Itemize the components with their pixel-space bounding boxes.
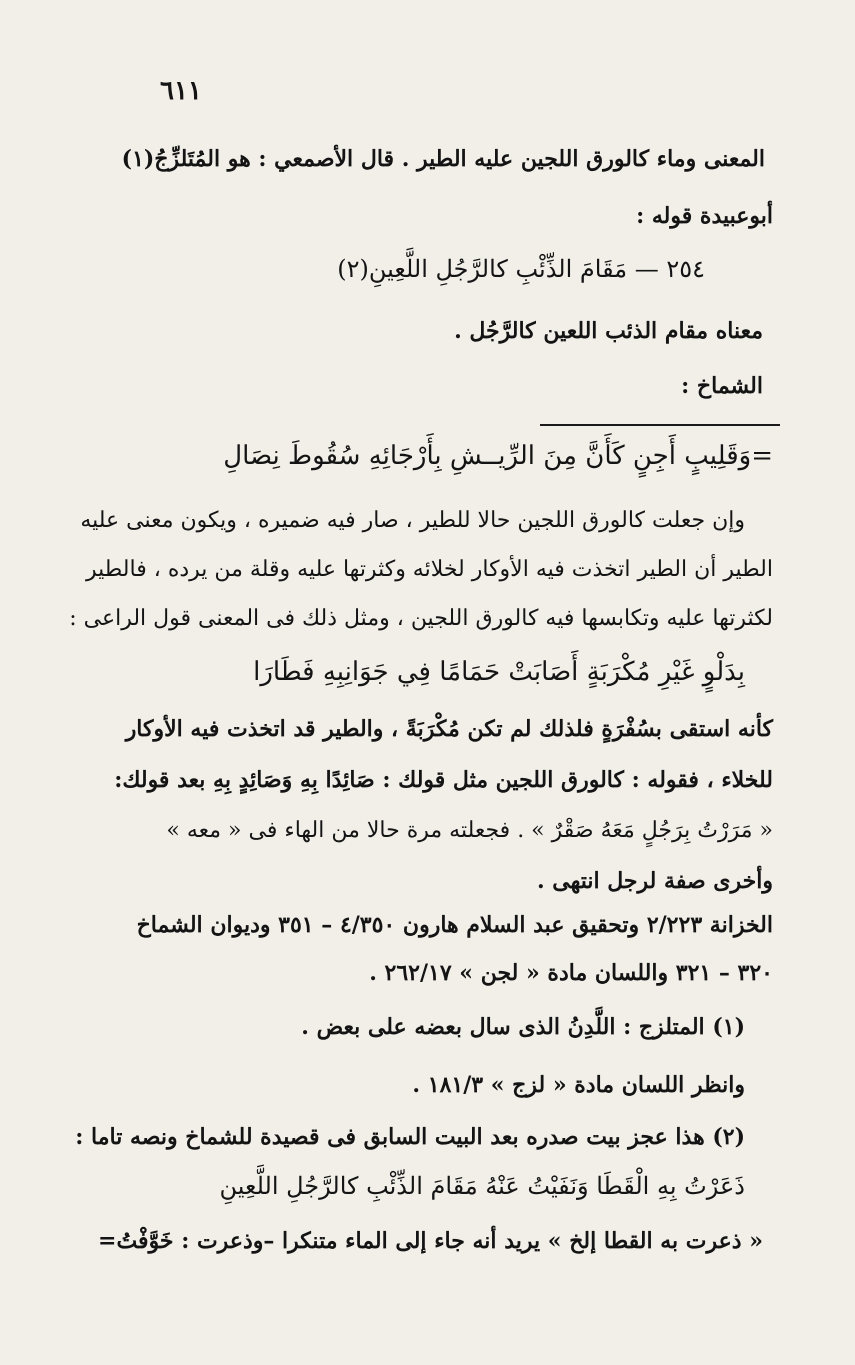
main-text-line-1: المعنى وماء كالورق اللجين عليه الطير . قال الأصمعي : هو المُتَلزِّجُ(١): [121, 146, 765, 172]
source-line-1: الخزانة ٢/٢٢٣ وتحقيق عبد السلام هارون ٤/٣٥٠ – ٣٥١ وديوان الشماخ: [136, 912, 773, 938]
footnote-verse-2: بِدَلْوٍ غَيْرِ مُكْرَبَةٍ أَصَابَتْ حَمَامًا فِي جَوَانِبِهِ فَطَارَا: [253, 657, 745, 687]
footnote-1-reference: وانظر اللسان مادة « لزج » ١٨١/٣ .: [412, 1072, 745, 1098]
footnote-2-explanation: « ذعرت به القطا إلخ » يريد أنه جاء إلى الماء متنكرا –وذعرت : خَوَّفْتُ=: [98, 1228, 763, 1254]
main-text-line-4: معناه مقام الذئب اللعين كالرَّجُل .: [454, 318, 763, 344]
footnote-paragraph-line-5: للخلاء ، فقوله : كالورق اللجين مثل قولك : صَائِدًا بِهِ وَصَائِدٍ بِهِ بعد قولك:: [114, 767, 773, 793]
footnote-verse-1: =وَقَلِيبٍ أَجِنٍ كَأَنَّ مِنَ الرِّيــشِ بِأَرْجَائِهِ سُقُوطَ نِصَالِ: [223, 441, 773, 471]
footnote-paragraph-line-2: الطير أن الطير اتخذت فيه الأوكار لخلائه وكثرتها عليه وقلة من يرده ، فالطير: [85, 557, 773, 582]
main-text-line-5: الشماخ :: [681, 373, 763, 399]
footnote-paragraph-line-6: « مَرَرْتُ بِرَجُلٍ مَعَهُ صَقْرٌ » . فجعلته مرة حالا من الهاء فى « معه »: [166, 818, 773, 843]
footnote-verse-3: ذَعَرْتُ بِهِ الْقَطَا وَنَفَيْتُ عَنْهُ مَقَامَ الذِّئْبِ كالرَّجُلِ اللَّعِينِ: [219, 1172, 745, 1200]
footnote-2: (٢) هذا عجز بيت صدره بعد البيت السابق فى قصيدة للشماخ ونصه تاما :: [75, 1124, 745, 1150]
footnote-paragraph-line-1: وإن جعلت كالورق اللجين حالا للطير ، صار فيه ضميره ، ويكون معنى عليه: [80, 508, 745, 533]
footnote-paragraph-line-3: لكثرتها عليه وتكابسها فيه كالورق اللجين ، ومثل ذلك فى المعنى قول الراعى :: [69, 606, 773, 631]
footnote-1: (١) المتلزج : اللَّدِنُ الذى سال بعضه على بعض .: [301, 1014, 745, 1040]
footnote-paragraph-line-4: كأنه استقى بسُفْرَةٍ فلذلك لم تكن مُكْرَبَةً ، والطير قد اتخذت فيه الأوكار: [125, 716, 773, 742]
main-text-line-2: أبوعبيدة قوله :: [636, 203, 773, 229]
page-number: ٦١١: [160, 76, 202, 106]
source-line-2: ٣٢٠ – ٣٢١ واللسان مادة « لجن » ٢٦٢/١٧ .: [369, 960, 773, 986]
footnote-paragraph-line-7: وأخرى صفة لرجل انتهى .: [536, 868, 773, 894]
footnote-separator: [540, 424, 780, 426]
verse-254: ٢٥٤ — مَقَامَ الذِّئْبِ كالرَّجُلِ اللَّعِينِ(٢): [337, 255, 705, 283]
